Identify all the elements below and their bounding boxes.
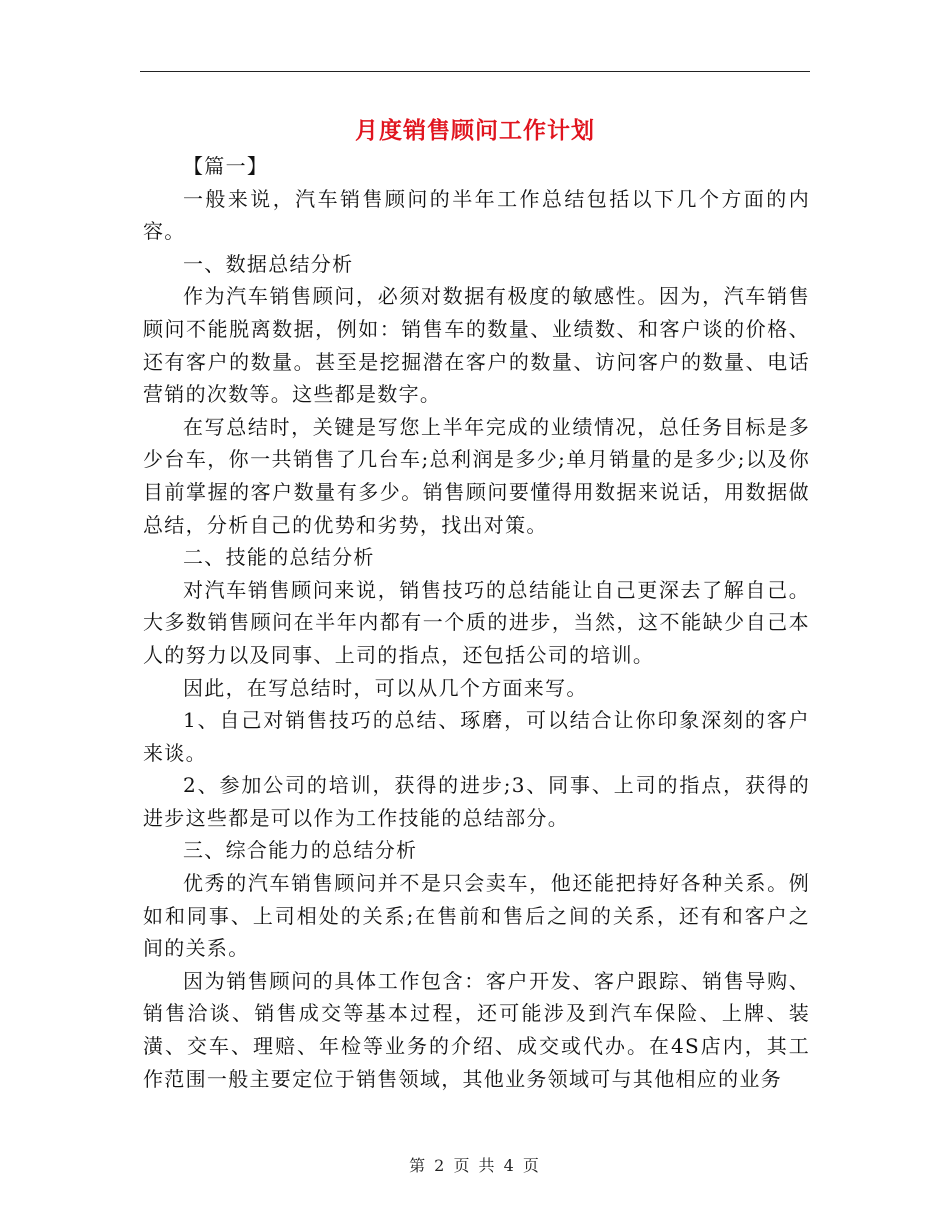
document-title: 月度销售顾问工作计划: [355, 117, 595, 144]
paragraph: 一般来说，汽车销售顾问的半年工作总结包括以下几个方面的内容。: [143, 186, 810, 244]
section-heading-part-one: 【篇一】: [183, 154, 269, 178]
paragraph: 作为汽车销售顾问，必须对数据有极度的敏感性。因为，汽车销售顾问不能脱离数据，例如：销售车的数量、业绩数、和客户谈的价格、还有客户的数量。甚至是挖掘潜在客户的数量、访问客户的数量、电话营销的次数等。这些都是数字。: [143, 284, 810, 407]
paragraph: 1、自己对销售技巧的总结、琢磨，可以结合让你印象深刻的客户来谈。: [143, 708, 810, 765]
paragraph: 因此，在写总结时，可以从几个方面来写。: [183, 675, 588, 700]
paragraph: 优秀的汽车销售顾问并不是只会卖车，他还能把持好各种关系。例如和同事、上司相处的关系;在售前和售后之间的关系，还有和客户之间的关系。: [143, 871, 810, 961]
page-number-footer: 第 2 页 共 4 页: [409, 1156, 541, 1175]
section-heading: 二、技能的总结分析: [183, 545, 375, 570]
document-body: [143, 150, 810, 1095]
paragraph: 因为销售顾问的具体工作包含：客户开发、客户跟踪、销售导购、销售洽谈、销售成交等基本过程，还可能涉及到汽车保险、上牌、装潢、交车、理赔、年检等业务的介绍、成交或代办。在4S店内，其工作范围一般主要定位于销售领域，其他业务领域可与其他相应的业务: [143, 968, 810, 1091]
header-rule: [140, 71, 810, 72]
paragraph: 对汽车销售顾问来说，销售技巧的总结能让自己更深去了解自己。大多数销售顾问在半年内都有一个质的进步，当然，这不能缺少自己本人的努力以及同事、上司的指点，还包括公司的培训。: [143, 577, 810, 667]
paragraph: 2、参加公司的培训，获得的进步;3、同事、上司的指点，获得的进步这些都是可以作为工作技能的总结部分。: [143, 773, 810, 830]
section-heading: 三、综合能力的总结分析: [183, 838, 418, 863]
section-heading: 一、数据总结分析: [183, 251, 354, 276]
paragraph: 在写总结时，关键是写您上半年完成的业绩情况，总任务目标是多少台车，你一共销售了几台车;总利润是多少;单月销量的是多少;以及你目前掌握的客户数量有多少。销售顾问要懂得用数据来说话，用数据做总结，分析自己的优势和劣势，找出对策。: [143, 414, 810, 537]
